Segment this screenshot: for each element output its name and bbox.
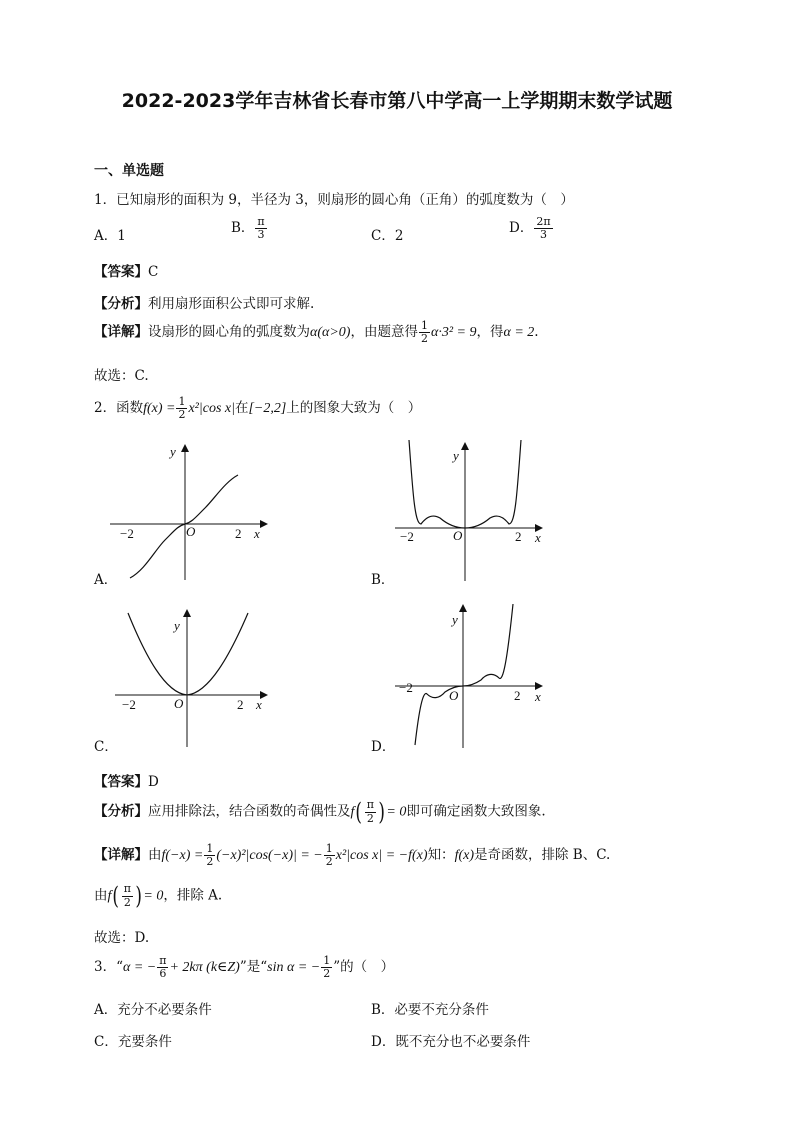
q1-option-a: A．1: [94, 228, 126, 244]
q2-stem: 2．函数f(x) = $\frac{1}{2}$ x²|cos x|在[−2,2]上的图象大致为（ ）: [94, 395, 422, 422]
x-axis-label: x: [535, 689, 541, 704]
q2-answer: 【答案】D: [94, 774, 159, 790]
q1-answer: 【答案】C: [94, 264, 159, 280]
tick-neg2: −2: [400, 529, 414, 544]
q1-analysis: 【分析】利用扇形面积公式即可求解.: [94, 296, 315, 312]
q1-option-c: C．2: [371, 228, 404, 244]
tick-pos2: 2: [237, 697, 244, 712]
q2-graph-c: [110, 605, 280, 750]
x-axis-label: x: [256, 697, 262, 712]
origin-label: O: [174, 696, 184, 711]
y-axis-label: y: [453, 448, 459, 463]
q2-detail-2: 由f( $\frac{\pi}{2}$ )= 0，排除 A.: [94, 882, 223, 910]
q1-detail: 【详解】设扇形的圆心角的弧度数为α(α>0)，由题意得 $\frac{1}{2}$ α·3² = 9，得α = 2.: [94, 319, 539, 346]
q2-graph-d: [385, 600, 555, 750]
q1-choose: 故选：C.: [94, 368, 149, 384]
page-title: 2022-2023学年吉林省长春市第八中学高一上学期期末数学试题: [121, 90, 673, 112]
y-axis-label: y: [170, 444, 176, 459]
q1-option-d: D． $\frac{2\pi}{3}$: [509, 215, 551, 242]
q2-option-c-label: C．: [94, 739, 118, 755]
q2-analysis: 【分析】应用排除法，结合函数的奇偶性及f( $\frac{\pi}{2}$ )= 0即可确定函数大致图象.: [94, 798, 546, 826]
x-axis-label: x: [535, 530, 541, 545]
y-axis-label: y: [452, 612, 458, 627]
q2-option-b-label: B．: [371, 572, 395, 588]
q3-stem: 3．“α = − $\frac{\pi}{6}$ + 2kπ (k∈Z)”是“sin α = − $\frac{1}{2}$ ”的（ ）: [94, 954, 395, 981]
y-axis-label: y: [174, 618, 180, 633]
q3-option-b: B．必要不充分条件: [371, 1002, 489, 1018]
tick-pos2: 2: [514, 688, 521, 703]
origin-label: O: [453, 528, 463, 543]
q3-option-d: D．既不充分也不必要条件: [371, 1034, 531, 1050]
x-axis-label: x: [254, 526, 260, 541]
tick-neg2: −2: [399, 680, 413, 695]
tick-neg2: −2: [122, 697, 136, 712]
tick-pos2: 2: [515, 529, 522, 544]
origin-label: O: [449, 688, 459, 703]
q1-stem: 1．已知扇形的面积为 9，半径为 3，则扇形的圆心角（正角）的弧度数为（ ）: [94, 192, 574, 208]
q1-option-b: B． $\frac{\pi}{3}$: [231, 215, 265, 242]
q2-option-a-label: A．: [94, 572, 118, 588]
q2-choose: 故选：D.: [94, 930, 150, 946]
section-heading: 一、单选题: [94, 163, 164, 179]
tick-pos2: 2: [235, 526, 242, 541]
q2-detail: 【详解】由f(−x) = $\frac{1}{2}$ (−x)²|cos(−x)| = − $\frac{1}{2}$ x²|cos x| = −f(x)知：f(x)是奇函数，排除 B、C.: [94, 842, 611, 869]
q3-option-a: A．充分不必要条件: [94, 1002, 212, 1018]
q3-option-c: C．充要条件: [94, 1034, 172, 1050]
q2-graph-b: [385, 436, 555, 584]
origin-label: O: [186, 524, 196, 539]
q2-option-d-label: D．: [371, 739, 396, 755]
q2-graph-a: [110, 440, 280, 585]
tick-neg2: −2: [120, 526, 134, 541]
